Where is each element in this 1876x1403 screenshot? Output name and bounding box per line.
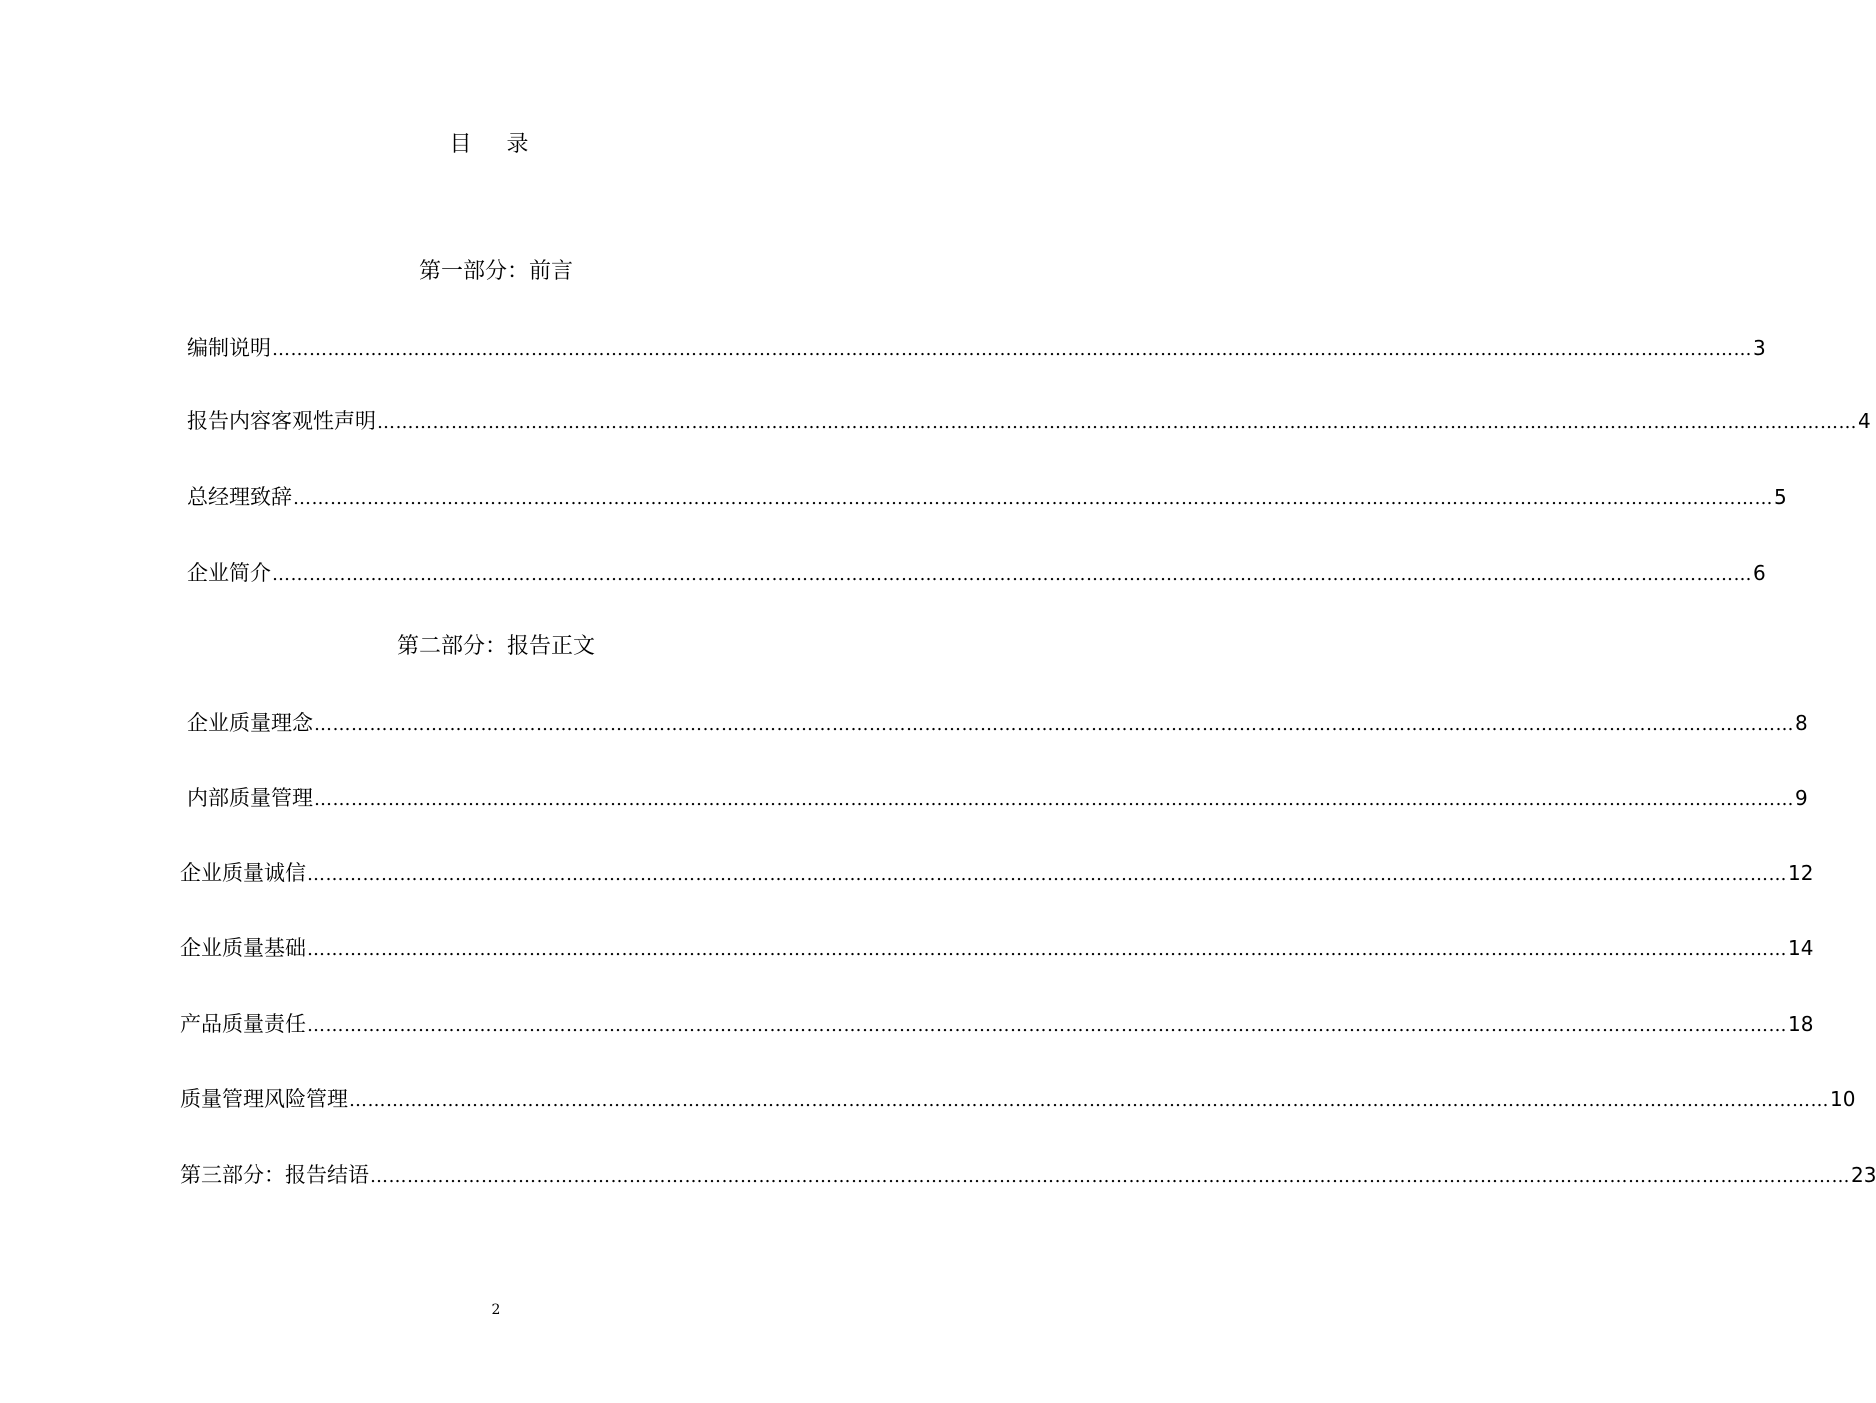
dot-leader: …………………………………………………………………………………………………………………………………………………………………………………………………………………… xyxy=(370,1166,1850,1187)
toc-entry[interactable] xyxy=(180,1008,1814,1042)
toc-entry[interactable] xyxy=(187,557,1766,591)
toc-entry-label: 质量管理风险管理 xyxy=(180,1087,348,1111)
toc-entry[interactable] xyxy=(180,1159,1876,1193)
toc-entry-page: 3 xyxy=(1753,336,1766,360)
toc-entry[interactable] xyxy=(187,782,1808,816)
dot-leader: …………………………………………………………………………………………………………………………………………………………………………………………………………………… xyxy=(349,1090,1829,1111)
toc-entry-label: 企业简介 xyxy=(187,561,271,585)
toc-title: 目 录 xyxy=(449,132,543,157)
toc-entry-page: 23 xyxy=(1851,1163,1876,1187)
toc-entry-page: 12 xyxy=(1788,861,1814,885)
toc-entry-label: 企业质量诚信 xyxy=(180,861,306,885)
dot-leader: …………………………………………………………………………………………………………………………………………………………………………………………………………………… xyxy=(314,714,1794,735)
toc-entry-page: 10 xyxy=(1830,1087,1856,1111)
dot-leader: …………………………………………………………………………………………………………………………………………………………………………………………………………………… xyxy=(377,412,1857,433)
dot-leader: …………………………………………………………………………………………………………………………………………………………………………………………………………………… xyxy=(272,564,1752,585)
toc-entry[interactable] xyxy=(187,481,1787,515)
toc-entry-page: 8 xyxy=(1795,711,1808,735)
toc-entry-label: 内部质量管理 xyxy=(187,786,313,810)
section-heading-part-two: 第二部分：报告正文 xyxy=(396,634,595,659)
toc-entry-page: 14 xyxy=(1788,936,1814,960)
toc-entry-label: 编制说明 xyxy=(187,336,271,360)
toc-entry-page: 4 xyxy=(1858,409,1871,433)
footer-page-number: 2 xyxy=(491,1302,501,1318)
toc-entry-page: 9 xyxy=(1795,786,1808,810)
toc-entry[interactable] xyxy=(180,857,1814,891)
toc-entry-page: 6 xyxy=(1753,561,1766,585)
toc-entry-page: 5 xyxy=(1774,485,1787,509)
toc-entry-label: 第三部分：报告结语 xyxy=(180,1163,369,1187)
dot-leader: …………………………………………………………………………………………………………………………………………………………………………………………………………………… xyxy=(307,864,1787,885)
toc-entry[interactable] xyxy=(180,1083,1856,1117)
dot-leader: …………………………………………………………………………………………………………………………………………………………………………………………………………………… xyxy=(307,939,1787,960)
dot-leader: …………………………………………………………………………………………………………………………………………………………………………………………………………………… xyxy=(307,1015,1787,1036)
toc-entry-label: 报告内容客观性声明 xyxy=(187,409,376,433)
toc-entry[interactable] xyxy=(187,707,1808,741)
dot-leader: …………………………………………………………………………………………………………………………………………………………………………………………………………………… xyxy=(272,339,1752,360)
section-heading-part-one: 第一部分：前言 xyxy=(418,259,573,284)
dot-leader: …………………………………………………………………………………………………………………………………………………………………………………………………………………… xyxy=(293,488,1773,509)
toc-entry[interactable] xyxy=(180,932,1814,966)
toc-entry-page: 18 xyxy=(1788,1012,1814,1036)
toc-entry-label: 企业质量基础 xyxy=(180,936,306,960)
dot-leader: …………………………………………………………………………………………………………………………………………………………………………………………………………………… xyxy=(314,789,1794,810)
toc-entry-label: 产品质量责任 xyxy=(180,1012,306,1036)
toc-entry-label: 企业质量理念 xyxy=(187,711,313,735)
toc-entry[interactable] xyxy=(187,405,1871,439)
toc-entry[interactable] xyxy=(187,332,1766,366)
toc-entry-label: 总经理致辞 xyxy=(187,485,292,509)
